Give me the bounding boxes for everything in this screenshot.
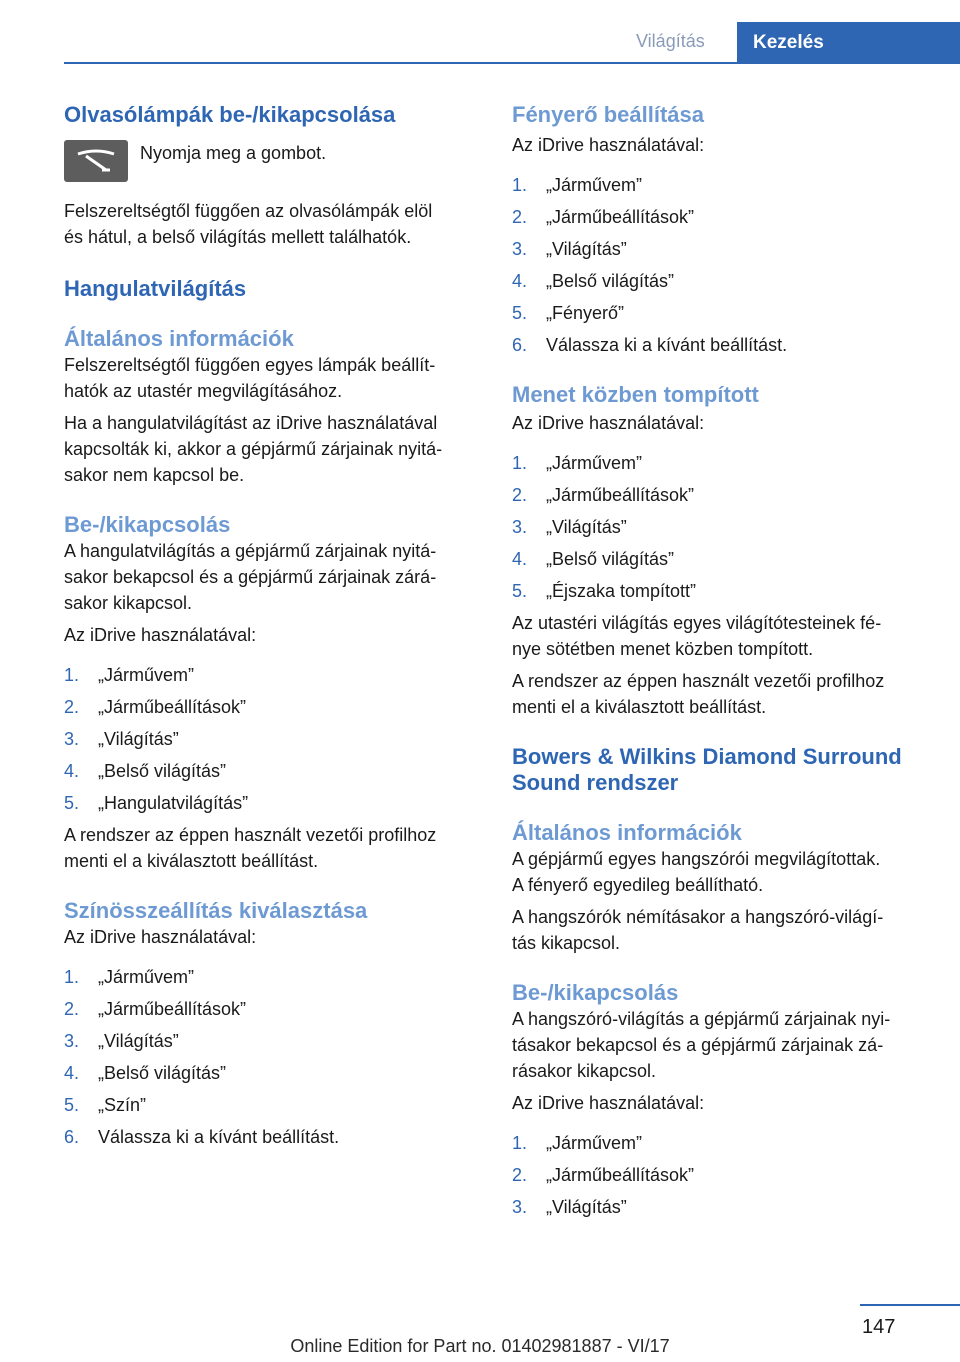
list-item: 4. „Belső világítás” bbox=[512, 549, 675, 569]
list-item: 3. „Világítás” bbox=[64, 729, 179, 749]
speaker-idrive-text: Az iDrive használatával: bbox=[512, 1093, 705, 1113]
reading-lamp-row bbox=[64, 140, 484, 184]
list-item: 1. „Járművem” bbox=[64, 967, 195, 987]
list-item: 5. „Szín” bbox=[64, 1095, 147, 1115]
on-off-p1: A hangulatvilágítás a gépjármű zárjainak nyitá‐ sakor bekapcsol és a gépjármű zárjainak zárá‐ sakor kikapcsol. bbox=[64, 541, 437, 613]
reading-lamps-text: Felszereltségtől függően az olvasólámpák elöl és hátul, a belső világítás mellett találhatók. bbox=[64, 201, 433, 247]
general-info-p1: Felszereltségtől függően egyes lámpák beállít‐ hatók az utastér megvilágításához. bbox=[64, 355, 436, 401]
list-item: 2. „Járműbeállítások” bbox=[64, 697, 247, 717]
left-column bbox=[64, 102, 484, 1156]
color-idrive-text: Az iDrive használatával: bbox=[64, 927, 257, 947]
list-item: 1. „Járművem” bbox=[512, 175, 643, 195]
on-off-steps-list bbox=[64, 662, 484, 816]
list-item: 3. „Világítás” bbox=[512, 239, 627, 259]
list-item: 5. „Fényerő” bbox=[512, 303, 625, 323]
list-item: 5. „Hangulatvilágítás” bbox=[64, 793, 249, 813]
list-item: 2. „Járműbeállítások” bbox=[512, 207, 695, 227]
list-item: 2. „Járműbeállítások” bbox=[64, 999, 247, 1019]
speaker-info-p1: A gépjármű egyes hangszórói megvilágítottak. A fényerő egyedileg beállítható. bbox=[512, 849, 881, 895]
speaker-steps-list bbox=[512, 1130, 932, 1226]
speaker-on-off-title: Be-/kikapcsolás bbox=[512, 980, 679, 1005]
speaker-info-p2: A hangszórók némításakor a hangszóró-világí‐ tás kikapcsol. bbox=[512, 907, 884, 953]
general-info-p2: Ha a hangulatvilágítást az iDrive használatával kapcsolták ki, akkor a gépjármű zárjainak nyitá‐ sakor nem kapcsol be. bbox=[64, 413, 443, 485]
brightness-title: Fényerő beállítása bbox=[512, 102, 704, 127]
list-item: 2. „Járműbeállítások” bbox=[512, 485, 695, 505]
header-chapter-tab: Kezelés bbox=[737, 22, 960, 64]
brightness-idrive-text: Az iDrive használatával: bbox=[512, 135, 705, 155]
list-item: 4. „Belső világítás” bbox=[512, 271, 675, 291]
right-column bbox=[512, 102, 932, 1226]
dimmed-description: Az utastéri világítás egyes világítótesteinek fé‐ nye sötétben menet közben tompított. bbox=[512, 613, 882, 659]
edition-footer: Online Edition for Part no. 01402981887 - VI/17 bbox=[290, 1336, 670, 1356]
on-off-idrive-text: Az iDrive használatával: bbox=[64, 625, 257, 645]
dimmed-steps-list bbox=[512, 450, 932, 604]
list-item: 1. „Járművem” bbox=[512, 453, 643, 473]
dimmed-profile-text: A rendszer az éppen használt vezetői profilhoz menti el a kiválasztott beállítást. bbox=[512, 671, 885, 717]
list-item: 3. „Világítás” bbox=[512, 517, 627, 537]
list-item: 1. „Járművem” bbox=[64, 665, 195, 685]
color-steps-list bbox=[64, 964, 484, 1156]
list-item: 5. „Éjszaka tompított” bbox=[512, 581, 697, 601]
color-selection-title: Színösszeállítás kiválasztása bbox=[64, 898, 368, 923]
reading-lamp-icon bbox=[64, 140, 128, 182]
on-off-title: Be-/kikapcsolás bbox=[64, 512, 231, 537]
list-item: 4. „Belső világítás” bbox=[64, 761, 227, 781]
list-item: 2. „Járműbeállítások” bbox=[512, 1165, 695, 1185]
list-item: 6. Válassza ki a kívánt beállítást. bbox=[64, 1127, 340, 1147]
list-item: 4. „Belső világítás” bbox=[64, 1063, 227, 1083]
dimmed-idrive-text: Az iDrive használatával: bbox=[512, 413, 705, 433]
on-off-profile-text: A rendszer az éppen használt vezetői profilhoz menti el a kiválasztott beállítást. bbox=[64, 825, 437, 871]
page-number: 147 bbox=[862, 1316, 896, 1338]
general-info-title: Általános információk bbox=[64, 326, 294, 351]
list-item: 3. „Világítás” bbox=[64, 1031, 179, 1051]
header-section: Világítás bbox=[636, 31, 705, 51]
ambient-light-title: Hangulatvilágítás bbox=[64, 276, 247, 301]
press-button-text: Nyomja meg a gombot. bbox=[140, 143, 327, 163]
list-item: 3. „Világítás” bbox=[512, 1197, 627, 1217]
reading-lamps-title: Olvasólámpák be-/kikapcsolása bbox=[64, 102, 396, 127]
footer-rule bbox=[860, 1304, 960, 1306]
list-item: 6. Válassza ki a kívánt beállítást. bbox=[512, 335, 788, 355]
dimmed-while-driving-title: Menet közben tompított bbox=[512, 382, 759, 407]
speaker-on-off-p1: A hangszóró-világítás a gépjármű zárjainak nyi‐ tásakor bekapcsol és a gépjármű zárjainak zá‐ rásakor kikapcsol. bbox=[512, 1009, 891, 1081]
list-item: 1. „Járművem” bbox=[512, 1133, 643, 1153]
brightness-steps-list bbox=[512, 172, 932, 358]
speaker-general-info-title: Általános információk bbox=[512, 820, 742, 845]
bowers-wilkins-title: Bowers & Wilkins Diamond Surround Sound rendszer bbox=[512, 744, 902, 795]
